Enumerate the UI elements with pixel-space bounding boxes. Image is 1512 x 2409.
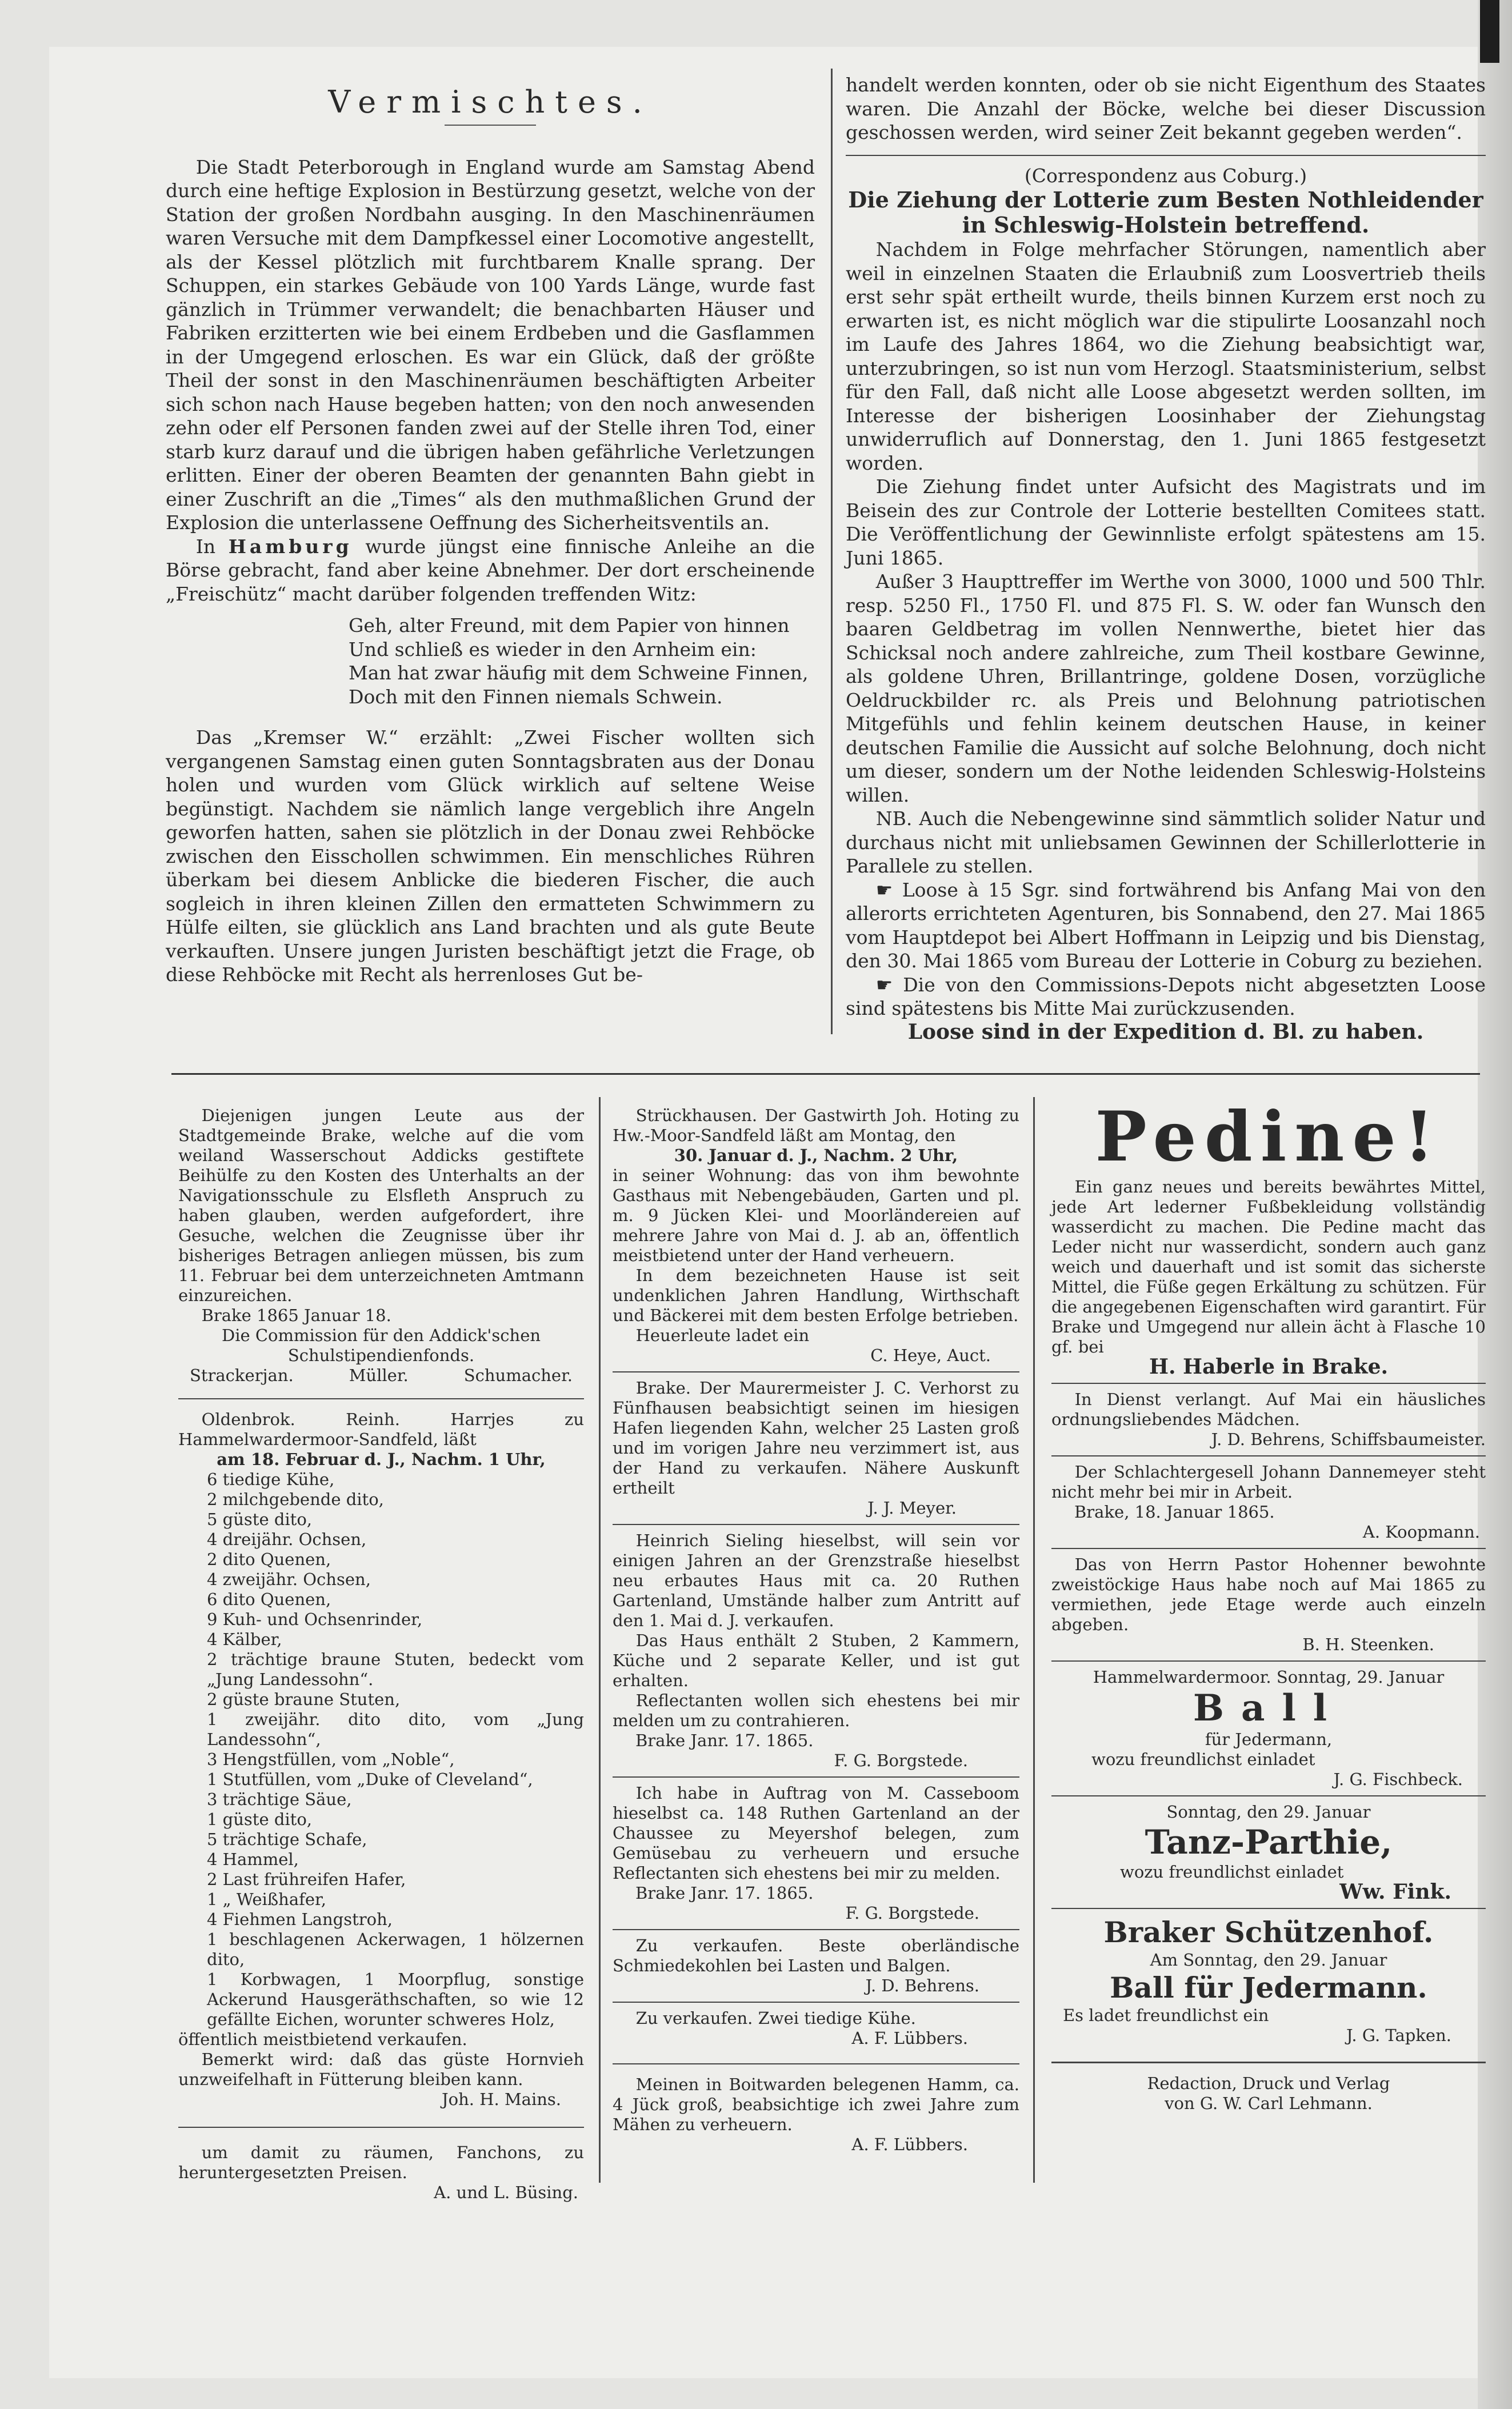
auction-item: 2 trächtige braune Stuten, bedeckt vom „Jung Landessohn“.	[207, 1650, 584, 1689]
auction-item: 3 trächtige Säue,	[207, 1790, 352, 1809]
lottery-return-note: ☛ Die von den Commissions-Depots nicht abgesetzten Loose sind spätestens bis Mitte Mai zurückzusenden.	[846, 973, 1486, 1019]
ad-ball-subtitle: für Jedermann,	[1205, 1730, 1333, 1749]
ad-vermiethen-signature: B. H. Steenken.	[1302, 1635, 1434, 1654]
ad-schlachter-signature: A. Koopmann.	[1362, 1522, 1480, 1542]
auction-item: 4 Hammel,	[207, 1850, 299, 1869]
ad-hamm-signature: A. F. Lübbers.	[851, 2135, 968, 2154]
ad-dienst-signature: J. D. Behrens, Schiffsbaumeister.	[1211, 1430, 1486, 1449]
ad-haus-signature: F. G. Borgstede.	[834, 1751, 968, 1770]
ad-garten: Ich habe in Auftrag von M. Casseboom hieselbst ca. 148 Ruthen Gartenland an der Chaussee zu Meyershof belegen, zum Gemüsebau zu verheuern und ersuche Reflectanten sich ehestens bei mir zu melden.	[613, 1783, 1019, 1883]
ad-ball-title: Ball	[1193, 1687, 1345, 1730]
ad-gasthaus-date: 30. Januar d. J., Nachm. 2 Uhr,	[674, 1146, 958, 1165]
auction-item: 2 güste braune Stuten,	[207, 1690, 401, 1709]
column-separator-ad1	[599, 1097, 601, 2183]
article-fischer: Das „Kremser W.“ erzählt: „Zwei Fischer wollten sich vergangenen Samstag einen guten Sonntagsbraten aus der Donau holen und wurden vom Glück wirklich auf seltene Weise begünstigt. Nachdem sie nämlich lange vergeblich ihre Angeln geworfen hatten, sahen sie plötzlich in der Donau zwei Rehböcke zwischen den Eisschollen schwimmen. Ein menschliches Rühren überkam bei diesem Anblicke die biederen Fischer, die auch sogleich in ihren kleinen Zillen den ermatteten Schwimmern zu Hülfe eilten, sie glücklich ans Land brachten und als gute Beute verkauften. Unsere jungen Juristen beschäftigt jetzt die Frage, ob diese Rehböcke mit Recht als herrenloses Gut be-	[166, 726, 815, 986]
auction-item: 6 dito Quenen,	[207, 1590, 331, 1609]
left-article-column	[166, 69, 815, 987]
ad-stipend-commission: Die Commission für den Addick'schen Schulstipendienfonds.	[221, 1326, 541, 1365]
ad-schuetzenhof-signature: J. G. Tapken.	[1346, 2026, 1451, 2045]
imprint: Redaction, Druck und Verlag	[1147, 2074, 1390, 2093]
ad-tanz-head: Sonntag, den 29. Januar	[1166, 1802, 1371, 1822]
ad-pedine: Ein ganz neues und bereits bewährtes Mittel, jede Art lederner Fußbekleidung vollständig wasserdicht zu machen. Die Pedine macht das Leder nicht nur wasserdicht, sondern auch ganz weich und dauerhaft und ist somit das sicherste Mittel, die Füße gegen Erkältung zu schützen. Für die angegebenen Eigenschaften wird garantirt. Für Brake und Umgegend nur allein ächt à Flasche 10 gf. bei	[1051, 1177, 1486, 1356]
ad-tanz-invite: wozu freundlichst einladet	[1120, 1862, 1344, 1882]
article-peterborough: Die Stadt Peterborough in England wurde am Samstag Abend durch eine heftige Explosion in Bestürzung gesetzt, welche von der Station der großen Nordbahn ausging. In den Maschinenräumen waren Versuche mit dem Dampfkessel einer Locomotive angestellt, als der Kessel plötzlich mit furchtbarem Knalle sprang. Der Schuppen, ein starkes Gebäude von 100 Yards Länge, wurde fast gänzlich in Trümmer verwandelt; die benachbarten Häuser und Fabriken erzitterten wie bei einem Erdbeben und die Gasflammen in der Umgegend erloschen. Es war ein Glück, daß der größte Theil der sonst in den Maschinenräumen beschäftigten Arbeiter sich schon nach Hause begeben hatten; von den noch anwesenden zehn oder elf Personen fanden zwei auf der Stelle ihren Tod, einer starb kurz darauf und die übrigen haben gefährliche Verletzungen erlitten. Einer der oberen Beamten der genannten Bahn giebt in einer Zuschrift an die „Times“ als den muthmaßlichen Grund der Explosion die unterlassene Oeffnung des Sicherheitsventils an.	[166, 155, 815, 534]
ad-auction-tail: öffentlich meistbietend verkaufen.	[178, 2030, 467, 2049]
signatory-name: Müller.	[349, 1366, 409, 1385]
lottery-p1: Nachdem in Folge mehrfacher Störungen, namentlich aber weil in einzelnen Staaten die Erlaubniß zum Loosvertrieb theils erst sehr spät ertheilt wurde, theils binnen Kurzem erst noch zu erwarten ist, es nicht möglich war die stipulirte Loosanzahl noch im Laufe des Jahres 1864, wo die Ziehung beabsichtigt war, unterzubringen, so ist nun vom Herzogl. Staatsministerium, selbst für den Fall, daß nicht alle Loose abgesetzt werden sollten, im Interesse der bisherigen Loosinhaber der Ziehungstag unwiderruflich auf Donnerstag, den 1. Juni 1865 festgesetzt worden.	[846, 238, 1486, 474]
column-separator-ad2	[1033, 1097, 1035, 2183]
ads-column-1	[178, 1106, 584, 2203]
ad-ball-invite: wozu freundlichst einladet	[1091, 1750, 1315, 1769]
ad-tanz-signature: Ww. Fink.	[1339, 1880, 1451, 1904]
ad-garten-signature: F. G. Borgstede.	[845, 1903, 979, 1923]
ad-haus-date: Brake Janr. 17. 1865.	[635, 1731, 814, 1750]
ad-rule	[1051, 1383, 1486, 1384]
ad-kuehe-signature: A. F. Lübbers.	[851, 2028, 968, 2048]
ad-gasthaus-p3: Heuerleute ladet ein	[635, 1326, 810, 1345]
hamburg-city: Hamburg	[228, 535, 353, 558]
ad-stipend-date: Brake 1865 Januar 18.	[201, 1306, 391, 1325]
ad-rule	[178, 2127, 584, 2128]
auction-item: 1 güste dito,	[207, 1810, 312, 1829]
ad-rule	[1051, 2062, 1486, 2063]
ad-rule	[1051, 1660, 1486, 1662]
ad-auction-note: Bemerkt wird: daß das güste Hornvieh unzweifelhaft in Fütterung bleiben kann.	[178, 2050, 584, 2089]
ad-rule	[1051, 1795, 1486, 1796]
poem-line: Man hat zwar häufig mit dem Schweine Finnen,	[349, 662, 809, 684]
poem-line: Und schließ es wieder in den Arnheim ein:	[349, 638, 757, 661]
ad-ball-head: Hammelwardermoor. Sonntag, 29. Januar	[1093, 1667, 1445, 1687]
article-hamburg	[166, 535, 815, 606]
ad-ball-signature: J. G. Fischbeck.	[1333, 1770, 1463, 1789]
poem	[166, 614, 815, 709]
ad-rule	[1051, 1908, 1486, 1909]
auction-item: 1 „ Weißhafer,	[207, 1890, 326, 1909]
ad-gasthaus-p2: In dem bezeichneten Hause ist seit undenklichen Jahren Handlung, Wirthschaft und Bäckerei mit dem besten Erfolge betrieben.	[613, 1266, 1019, 1325]
ad-haus-p3: Reflectanten wollen sich ehestens bei mir melden um zu contrahieren.	[613, 1691, 1019, 1730]
ad-auction-date: am 18. Februar d. J., Nachm. 1 Uhr,	[217, 1450, 546, 1469]
ad-gasthaus-text: in seiner Wohnung: das von ihm bewohnte Gasthaus mit Nebengebäuden, Garten und pl. m. 9 Jücken Klei- und Moorländereien auf mehrere Jahre von Mai d. J. ab an, öffentlich meistbietend unter der Hand verheuern.	[613, 1166, 1019, 1265]
ad-schlachter-date: Brake, 18. Januar 1865.	[1074, 1502, 1275, 1522]
article-continuation: handelt werden konnten, oder ob sie nicht Eigenthum des Staates waren. Die Anzahl der Böcke, welche bei dieser Discussion geschossen werden, wird seiner Zeit bekannt gegeben werden“.	[846, 74, 1486, 143]
auction-item: 4 zweijähr. Ochsen,	[207, 1570, 371, 1589]
auction-item: 1 Korbwagen, 1 Moorpflug, sonstige Ackerund Hausgeräthschaften, so wie 12 gefällte Eichen, worunter schweres Holz,	[207, 1970, 584, 2029]
ad-stipend-names	[178, 1366, 584, 1386]
ad-kahn: Brake. Der Maurermeister J. C. Verhorst zu Fünfhausen beabsichtigt seinen im hiesigen Hafen liegenden Kahn, welcher 25 Lasten groß und im vorigen Jahre neu verzimmert ist, aus der Hand zu verkaufen. Nähere Auskunft ertheilt	[613, 1378, 1019, 1498]
ad-auction-head: Oldenbrok. Reinh. Harrjes zu Hammelwardermoor-Sandfeld, läßt	[178, 1410, 584, 1449]
ad-fanchons-signature: A. und L. Büsing.	[434, 2183, 578, 2202]
ad-tanz-title: Tanz-Parthie,	[1145, 1823, 1393, 1862]
auction-item: 9 Kuh- und Ochsenrinder,	[207, 1610, 423, 1629]
pedine-headline: Pedine!	[1095, 1097, 1442, 1177]
ad-rule	[1051, 1548, 1486, 1549]
column-separator-top	[831, 69, 833, 1034]
ad-kohlen: Zu verkaufen. Beste oberländische Schmiedekohlen bei Lasten und Balgen.	[613, 1936, 1019, 1975]
ad-garten-date: Brake Janr. 17. 1865.	[635, 1883, 814, 1903]
ad-stipend: Diejenigen jungen Leute aus der Stadtgemeinde Brake, welche auf die vom weiland Wasserschout Addicks gestiftete Beihülfe zu den Kosten des Unterhalts an der Navigationsschule zu Elsfleth Anspruch zu haben glauben, werden aufgefordert, ihre Gesuche, welchen die Zeugnisse über ihr bisheriges Betragen anliegen müssen, bis zum 11. Februar bei dem unterzeichneten Amtmann einzureichen.	[178, 1106, 584, 1305]
ads-column-3	[1051, 1097, 1486, 2114]
ad-schuetzenhof-date: Am Sonntag, den 29. Januar	[1150, 1950, 1387, 1970]
lottery-closing: Loose sind in der Expedition d. Bl. zu haben.	[907, 1019, 1424, 1044]
ad-rule	[613, 1371, 1019, 1372]
hamburg-text: wurde jüngst eine finnische Anleihe an die Börse gebracht, fand aber keine Abnehmer. Der dort erscheinende „Freischütz“ macht darüber folgenden treffenden Witz:	[166, 535, 815, 605]
ad-rule	[613, 1929, 1019, 1930]
ad-kohlen-signature: J. D. Behrens.	[865, 1976, 979, 1995]
ad-schuetzenhof-invite: Es ladet freundlichst ein	[1063, 2006, 1269, 2025]
section-divider	[171, 1073, 1480, 1075]
auction-item: 1 Stutfüllen, vom „Duke of Cleveland“,	[207, 1770, 533, 1789]
auction-item: 1 beschlagenen Ackerwagen, 1 hölzernen dito,	[207, 1930, 584, 1969]
auction-item: 4 Fiehmen Langstroh,	[207, 1910, 393, 1929]
ad-haus-p2: Das Haus enthält 2 Stuben, 2 Kammern, Küche und 2 separate Keller, und ist gut erhalten.	[613, 1631, 1019, 1690]
ad-kahn-signature: J. J. Meyer.	[867, 1498, 957, 1518]
ad-auction-items	[178, 1470, 584, 2030]
auction-item: 2 Last frühreifen Hafer,	[207, 1870, 406, 1889]
section-title: Vermischtes.	[328, 84, 653, 120]
title-rule	[445, 125, 536, 126]
ad-rule	[1051, 1455, 1486, 1456]
auction-item: 4 dreijähr. Ochsen,	[207, 1530, 367, 1549]
ad-schlachter: Der Schlachtergesell Johann Dannemeyer steht nicht mehr bei mir in Arbeit.	[1051, 1462, 1486, 1502]
right-article-column	[846, 73, 1486, 1044]
ad-hamm: Meinen in Boitwarden belegenen Hamm, ca. 4 Jück groß, beabsichtige ich zwei Jahre zum Mähen zu verheuern.	[613, 2075, 1019, 2134]
ad-rule	[613, 2002, 1019, 2003]
ad-kuehe: Zu verkaufen. Zwei tiedige Kühe.	[635, 2008, 916, 2028]
ad-gasthaus-signature: C. Heye, Auct.	[870, 1346, 991, 1365]
ad-auction-signature: Joh. H. Mains.	[442, 2090, 561, 2109]
signatory-name: Strackerjan.	[190, 1366, 294, 1385]
ad-schuetzenhof-title: Braker Schützenhof.	[1103, 1915, 1434, 1949]
scan-corner-mark	[1480, 0, 1499, 63]
ad-gasthaus: Strückhausen. Der Gastwirth Joh. Hoting zu Hw.-Moor-Sandfeld läßt am Montag, den	[613, 1106, 1019, 1145]
ads-column-2	[613, 1106, 1019, 2155]
ad-schuetzenhof-ball: Ball für Jedermann.	[1110, 1971, 1427, 2004]
lottery-loose-price: ☛ Loose à 15 Sgr. sind fortwährend bis Anfang Mai von den allerorts errichteten Agenturen, bis Sonnabend, den 27. Mai 1865 vom Hauptdepot bei Albert Hoffmann in Leipzig und bis Dienstag, den 30. Mai 1865 vom Bureau der Lotterie in Coburg zu beziehen.	[846, 878, 1486, 972]
lottery-p3: Außer 3 Haupttreffer im Werthe von 3000, 1000 und 500 Thlr. resp. 5250 Fl., 1750 Fl. und 875 Fl. S. W. oder fan Wunsch den baaren Geldbetrag im vollen Nennwerthe, bietet hier das Schicksal noch andere zahlreiche, zum Theil kostbare Gewinne, als goldene Uhren, Brillantringe, goldene Dosen, vorzügliche Oeldruckbilder rc. als Preis und Belohnung patriotischen Mitgefühls und fehlin keinem deutschen Hause, in keiner deutschen Familie die Aussicht auf solche Belohnung, doch nicht um dieser, sondern um der Nothe leidenden Schleswig-Holsteins willen.	[846, 570, 1486, 806]
hamburg-prefix: In	[195, 535, 229, 558]
auction-item: 2 dito Quenen,	[207, 1550, 331, 1569]
poem-line: Doch mit den Finnen niemals Schwein.	[349, 685, 723, 708]
poem-line: Geh, alter Freund, mit dem Papier von hinnen	[349, 614, 790, 637]
auction-item: 5 trächtige Schafe,	[207, 1830, 367, 1849]
imprint-publisher: von G. W. Carl Lehmann.	[1165, 2094, 1373, 2113]
auction-item: 4 Kälber,	[207, 1630, 282, 1649]
auction-item: 6 tiedige Kühe,	[207, 1470, 335, 1489]
lottery-p2: Die Ziehung findet unter Aufsicht des Magistrats und im Beisein des zur Controle der Lotterie bestellten Comitees statt. Die Veröffentlichung der Gewinnliste erfolgt spätestens am 15. Juni 1865.	[846, 475, 1486, 569]
ad-vermiethen: Das von Herrn Pastor Hohenner bewohnte zweistöckige Haus habe noch auf Mai 1865 zu vermiethen, jede Etage werde auch einzeln abgeben.	[1051, 1555, 1486, 1634]
lottery-headline: Die Ziehung der Lotterie zum Besten Nothleidender in Schleswig-Holstein betreffend.	[848, 187, 1483, 238]
auction-item: 5 güste dito,	[207, 1510, 312, 1529]
ad-dienst: In Dienst verlangt. Auf Mai ein häusliches ordnungsliebendes Mädchen.	[1051, 1390, 1486, 1429]
auction-item: 2 milchgebende dito,	[207, 1490, 384, 1509]
article-rule	[846, 155, 1486, 156]
dateline: (Correspondenz aus Coburg.)	[1024, 164, 1307, 187]
ad-pedine-signature: H. Haberle in Brake.	[1149, 1355, 1389, 1379]
signatory-name: Schumacher.	[463, 1366, 573, 1385]
ad-rule	[613, 1776, 1019, 1778]
ad-fanchons: um damit zu räumen, Fanchons, zu heruntergesetzten Preisen.	[178, 2143, 584, 2182]
ad-rule	[613, 1524, 1019, 1525]
ad-haus: Heinrich Sieling hieselbst, will sein vor einigen Jahren an der Grenzstraße hieselbst neu erbautes Haus mit ca. 20 Ruthen Gartenland, Umstände halber zum Antritt auf den 1. Mai d. J. verkaufen.	[613, 1531, 1019, 1630]
ad-rule	[613, 2063, 1019, 2064]
lottery-nb: NB. Auch die Nebengewinne sind sämmtlich solider Natur und durchaus nicht mit unliebsamen Gewinnen der Schillerlotterie in Parallele zu stellen.	[846, 807, 1486, 877]
auction-item: 3 Hengstfüllen, vom „Noble“,	[207, 1750, 455, 1769]
auction-item: 1 zweijähr. dito dito, vom „Jung Landessohn“,	[207, 1710, 584, 1749]
ad-rule	[178, 1398, 584, 1399]
